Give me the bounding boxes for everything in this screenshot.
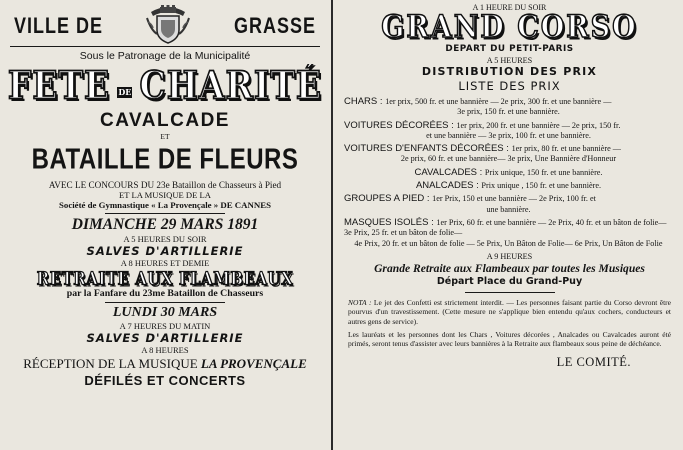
divider-rule [10, 46, 320, 47]
prize-text: 1er prix, 200 fr. et une bannière — 2e prix, 150 fr. [456, 120, 621, 130]
list-item [344, 218, 673, 249]
provencale-text: LA PROVENÇALE [200, 356, 307, 371]
divider-rule [105, 302, 225, 303]
date-dimanche: DIMANCHE 29 MARS 1891 [71, 216, 259, 233]
heure-soir: A 5 HEURES DU SOIR [123, 234, 207, 244]
prize-category: MASQUES ISOLÉS : [344, 216, 437, 228]
concours-line: AVEC LE CONCOURS DU 23e Bataillon de Chasseurs à Pied [48, 180, 282, 190]
liste-heading: LISTE DES PRIX [458, 79, 561, 93]
reception-text: RÉCEPTION DE LA MUSIQUE [23, 356, 201, 371]
societe-line: Société de Gymnastique « La Provençale » DE CANNES [59, 200, 271, 210]
list-item [344, 144, 673, 165]
prize-category: VOITURES D'ENFANTS DÉCORÉES : [344, 143, 512, 155]
coat-of-arms-icon [145, 4, 191, 44]
musique-line: ET LA MUSIQUE DE LA [119, 190, 211, 200]
prize-category: ANALCADES : [415, 181, 482, 192]
fete-title [0, 64, 330, 108]
prize-text: 1er Prix, 60 fr. et une bannière — 2e Prix, 40 fr. et un bâton de folie— 3e Prix, 25 fr. et un bâton de folie— [344, 217, 667, 238]
grand-corso-heading [336, 12, 683, 44]
heure-neuf: A 9 HEURES [486, 251, 533, 261]
prize-text: 1er prix, 500 fr. et une bannière — 2e prix, 300 fr. et une bannière — [385, 97, 612, 106]
heure-matin: A 7 HEURES DU MATIN [119, 321, 211, 331]
prize-category: CHARS : [344, 96, 386, 107]
list-item [344, 168, 673, 178]
distribution-heading: DISTRIBUTION DES PRIX [421, 65, 598, 78]
heure-demie: A 8 HEURES ET DEMIE [120, 258, 210, 268]
fete-word: FETE [7, 64, 111, 108]
prize-category: VOITURES DÉCORÉES : [344, 119, 457, 131]
cavalcade-heading: CAVALCADE [100, 110, 230, 131]
heure-top: A 1 HEURE DU SOIR [472, 3, 547, 12]
laureats-paragraph: Les lauréats et les personnes dont les Chars , Voitures décorées , Analcades ou Cavalcades auront été primés, seront tenus d'assister avec leurs bannières à la Retraite aux flambeaux sous peine de déchéance. [348, 330, 671, 349]
divider-rule [465, 292, 555, 293]
prize-continuation: une bannière. [486, 204, 531, 214]
list-item [344, 97, 673, 118]
retraite-heading [0, 269, 330, 288]
defiles-line: DÉFILÉS ET CONCERTS [84, 373, 246, 388]
left-column [0, 0, 330, 450]
prize-category: GROUPES A PIED : [344, 193, 433, 205]
grand-corso-text: GRAND CORSO [381, 12, 638, 44]
depart-petit-paris: DÉPART DU PETIT-PARIS [445, 44, 574, 54]
charite-word: CHARITÉ [139, 64, 323, 108]
grande-retraite-line: Grande Retraite aux Flambeaux par toutes les Musiques [374, 261, 645, 275]
header-grasse: GRASSE [233, 12, 316, 38]
fanfare-line: par la Fanfare du 23me Bataillon de Chasseurs [66, 288, 264, 299]
nota-paragraph [336, 298, 683, 326]
retraite-text: RETRAITE AUX FLAMBEAUX [36, 269, 294, 288]
prize-continuation: 2e prix, 60 fr. et une bannière— 3e prix, Une Bannière d'Honneur [400, 154, 617, 164]
prize-list [336, 97, 683, 249]
patronage-line: Sous le Patronage de la Municipalité [79, 50, 251, 62]
list-item [344, 194, 673, 215]
prize-text: Prix unique , 150 fr. et une bannière. [481, 181, 602, 191]
nota-label: NOTA : [348, 297, 372, 307]
heure-huit: A 8 HEURES [141, 345, 189, 355]
prize-text: 1er Prix, 150 et une bannière — 2e Prix, 100 fr. et [432, 194, 596, 204]
nota-text: Le jet des Confetti est strictement interdit. — Les personnes faisant partie du Corso devront être pourvus d'un travestissement. (Cette mesure ne s'applique bien entendu qu'aux cochers, conducteurs et autres gens de service). [348, 297, 671, 326]
poster-header [0, 0, 330, 44]
header-ville: VILLE DE [14, 12, 104, 38]
prize-continuation: et une bannière — 3e prix, 100 fr. et une bannière. [426, 130, 591, 140]
prize-category: CAVALCADES : [414, 167, 485, 178]
prize-text: 1er prix, 80 fr. et une bannière — [511, 144, 621, 154]
depart-grand-puy: Départ Place du Grand-Puy [436, 275, 583, 287]
signature-comite: LE COMITÉ. [556, 354, 631, 369]
et-word: ET [160, 132, 170, 141]
list-item [344, 181, 673, 191]
date-lundi: LUNDI 30 MARS [112, 305, 218, 320]
prize-continuation: 4e Prix, 20 fr. et un bâton de folie — 5e Prix, Un Bâton de Folie— 6e Prix, Un Bâton de Folie [354, 238, 663, 248]
prize-text: Prix unique, 150 fr. et une bannière. [484, 167, 603, 177]
heure-cinq: A 5 HEURES [486, 56, 533, 65]
right-column [336, 0, 683, 450]
column-divider [331, 0, 333, 450]
salves-dimanche: SALVES D'ARTILLERIE [86, 244, 244, 258]
prize-continuation: 3e prix, 150 fr. et une bannière. [457, 107, 560, 117]
list-item [344, 121, 673, 142]
bataille-heading: BATAILLE DE FLEURS [31, 143, 299, 176]
reception-line [0, 356, 330, 372]
divider-rule [105, 213, 225, 214]
salves-lundi: SALVES D'ARTILLERIE [86, 331, 244, 345]
fete-connector: DE [118, 87, 132, 97]
